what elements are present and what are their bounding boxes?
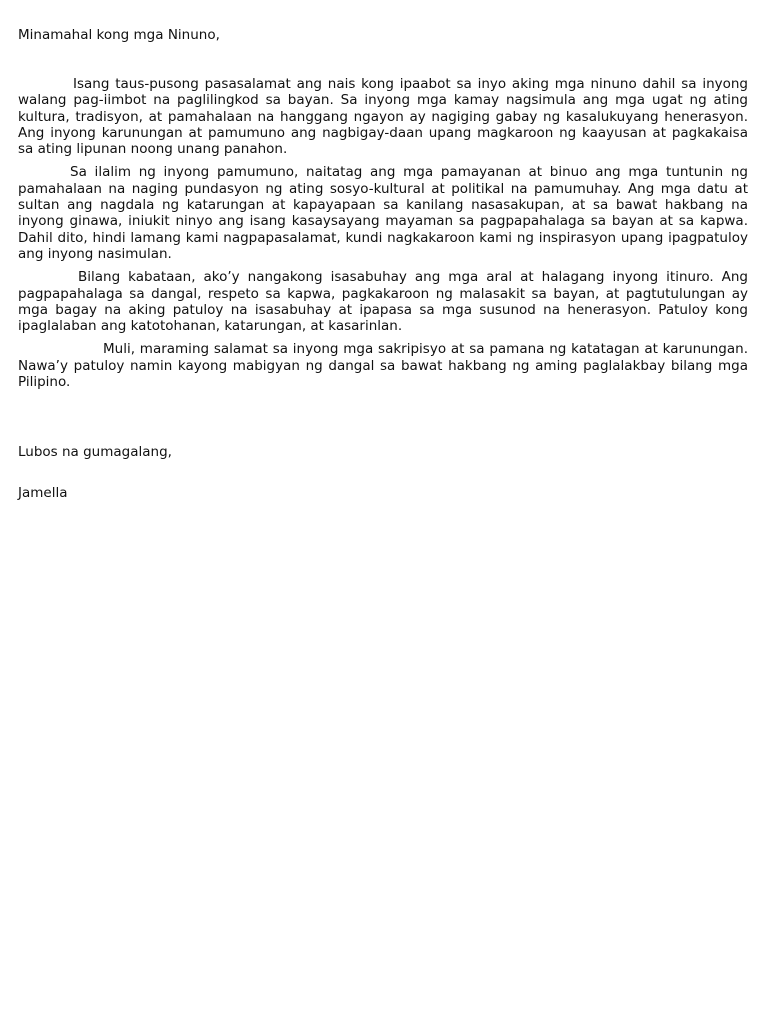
letter-paragraph-4: Muli, maraming salamat sa inyong mga sakripisyo at sa pamana ng katatagan at karunungan. Nawa’y patuloy namin kayong mabigyan ng dangal sa bawat hakbang ng aming paglalakbay bilang mga Pilipino. [18,341,748,391]
letter-salutation: Minamahal kong mga Ninuno, [18,27,220,43]
letter-signature: Jamella [18,485,68,501]
letter-paragraph-3: Bilang kabataan, ako’y nangakong isasabuhay ang mga aral at halagang inyong itinuro. Ang pagpapahalaga sa dangal, respeto sa kapwa, pagkakaroon ng malasakit sa bayan, at pagtutulungan ay mga bagay na aking patuloy na isasabuhay at ipapasa sa mga susunod na henerasyon. Patuloy kong ipaglalaban ang katotohanan, katarungan, at kasarinlan. [18,269,748,335]
letter-body [18,76,748,397]
letter-paragraph-1: Isang taus-pusong pasasalamat ang nais kong ipaabot sa inyo aking mga ninuno dahil sa inyong walang pag-iimbot na paglilingkod sa bayan. Sa inyong mga kamay nagsimula ang mga ugat ng ating kultura, tradisyon, at pamahalaan na hanggang ngayon ay nagiging gabay ng kasalukuyang henerasyon. Ang inyong karunungan at pamumuno ang nagbigay-daan upang magkaroon ng kaayusan at pagkakaisa sa ating lipunan noong unang panahon. [18,76,748,158]
letter-closing: Lubos na gumagalang, [18,444,172,460]
letter-paragraph-2: Sa ilalim ng inyong pamumuno, naitatag ang mga pamayanan at binuo ang mga tuntunin ng pamahalaan na naging pundasyon ng ating sosyo-kultural at politikal na pamumuhay. Ang mga datu at sultan ang nagdala ng katarungan at kapayapaan sa kanilang nasasakupan, at sa bawat hakbang na inyong ginawa, iniukit ninyo ang isang kasaysayang mayaman sa pagpapahalaga sa bayan at sa kapwa. Dahil dito, hindi lamang kami nagpapasalamat, kundi nagkakaroon kami ng inspirasyon upang ipagpatuloy ang inyong nasimulan. [18,164,748,262]
